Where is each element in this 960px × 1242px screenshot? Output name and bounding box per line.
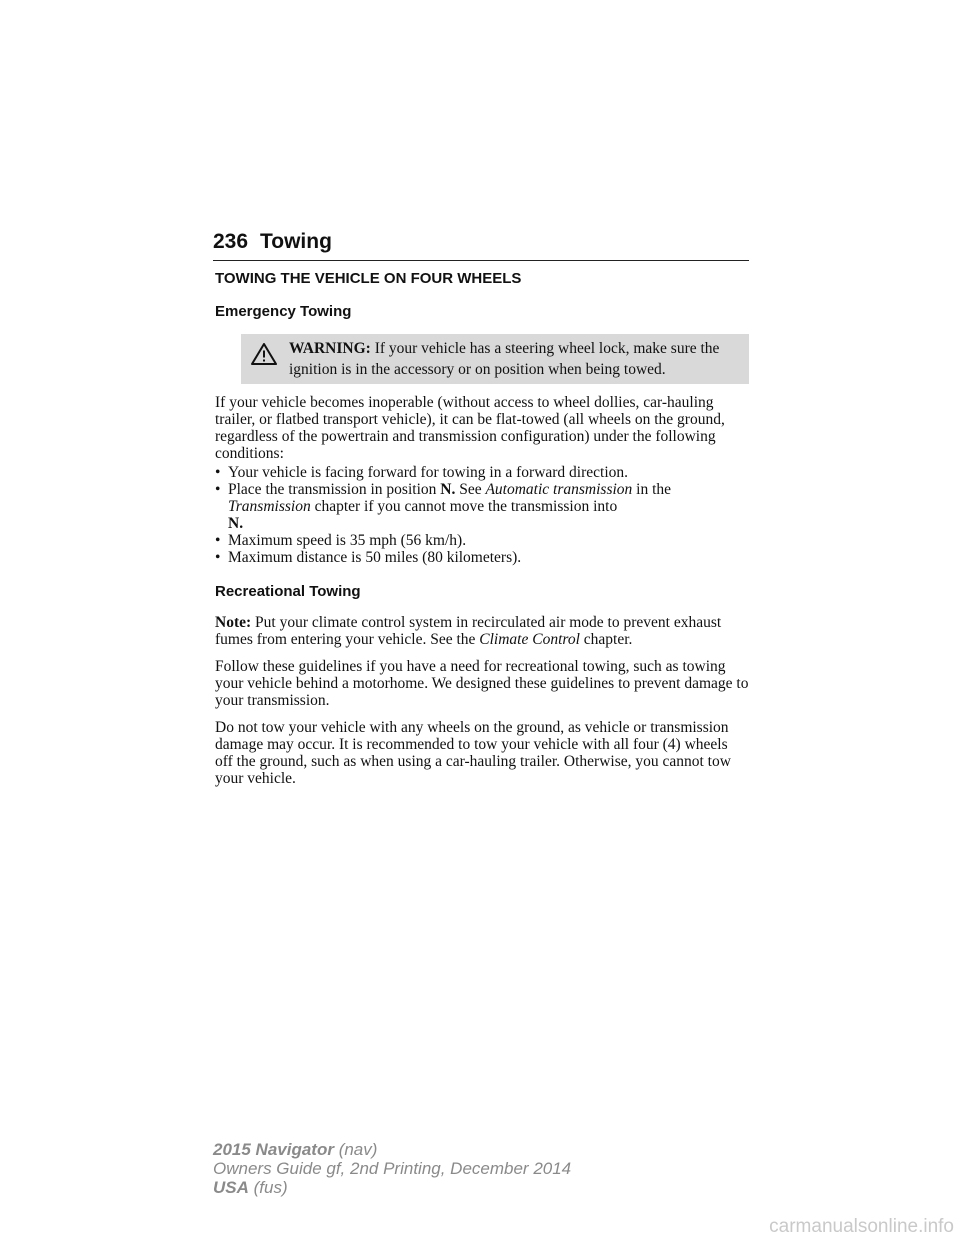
list-item: • Maximum speed is 35 mph (56 km/h). xyxy=(215,532,749,549)
warning-label: WARNING: xyxy=(289,340,371,357)
note-label: Note: xyxy=(215,614,252,631)
page-header xyxy=(213,228,749,261)
warning-box xyxy=(241,334,749,384)
warning-text: If your vehicle has a steering wheel lock, make sure the ignition is in the accessory or on position when being towed. xyxy=(289,340,720,378)
chapter-title: Towing xyxy=(260,230,332,253)
warning-triangle-icon xyxy=(251,342,277,372)
footer-printing-line: Owners Guide gf, 2nd Printing, December 2014 xyxy=(213,1159,572,1178)
cross-reference: Climate Control xyxy=(479,631,580,648)
caution-paragraph: Do not tow your vehicle with any wheels on the ground, as vehicle or transmission damage may occur. It is recommended to tow your vehicle with all four (4) wheels off the ground, such as when using a car-hauling trailer. Otherwise, you cannot tow your vehicle. xyxy=(215,719,731,787)
footer-market-line: USA (fus) xyxy=(213,1178,288,1197)
subsection-emergency-towing: Emergency Towing xyxy=(215,303,352,320)
page-number: 236 xyxy=(213,230,249,253)
subsection-recreational-towing: Recreational Towing xyxy=(215,583,361,600)
list-item: • Your vehicle is facing forward for towing in a forward direction. xyxy=(215,464,749,481)
list-item: • Maximum distance is 50 miles (80 kilometers). xyxy=(215,549,749,566)
page-content xyxy=(215,269,749,797)
cross-reference: Transmission xyxy=(228,498,311,515)
conditions-list xyxy=(215,464,749,566)
footer-model-line: 2015 Navigator (nav) xyxy=(213,1140,378,1159)
guidelines-paragraph: Follow these guidelines if you have a need for recreational towing, such as towing your vehicle behind a motorhome. We designed these guidelines to prevent damage to your transmission. xyxy=(215,658,749,709)
section-title: TOWING THE VEHICLE ON FOUR WHEELS xyxy=(215,270,522,287)
emergency-intro: If your vehicle becomes inoperable (without access to wheel dollies, car-hauling trailer, or flatbed transport vehicle), it can be flat-towed (all wheels on the ground, regardless of the powertrain and transmission configuration) under the following conditions: xyxy=(215,394,725,462)
note-paragraph: Note: Put your climate control system in recirculated air mode to prevent exhaust fumes from entering your vehicle. See the Climate Control chapter. xyxy=(215,614,722,648)
list-item: • Place the transmission in position N. See Automatic transmission in the Transmission chapter if you cannot move the transmission into N. xyxy=(215,481,749,532)
watermark: carmanualsonline.info xyxy=(769,1216,954,1237)
cross-reference: Automatic transmission xyxy=(485,481,633,498)
page-footer xyxy=(213,1140,571,1197)
